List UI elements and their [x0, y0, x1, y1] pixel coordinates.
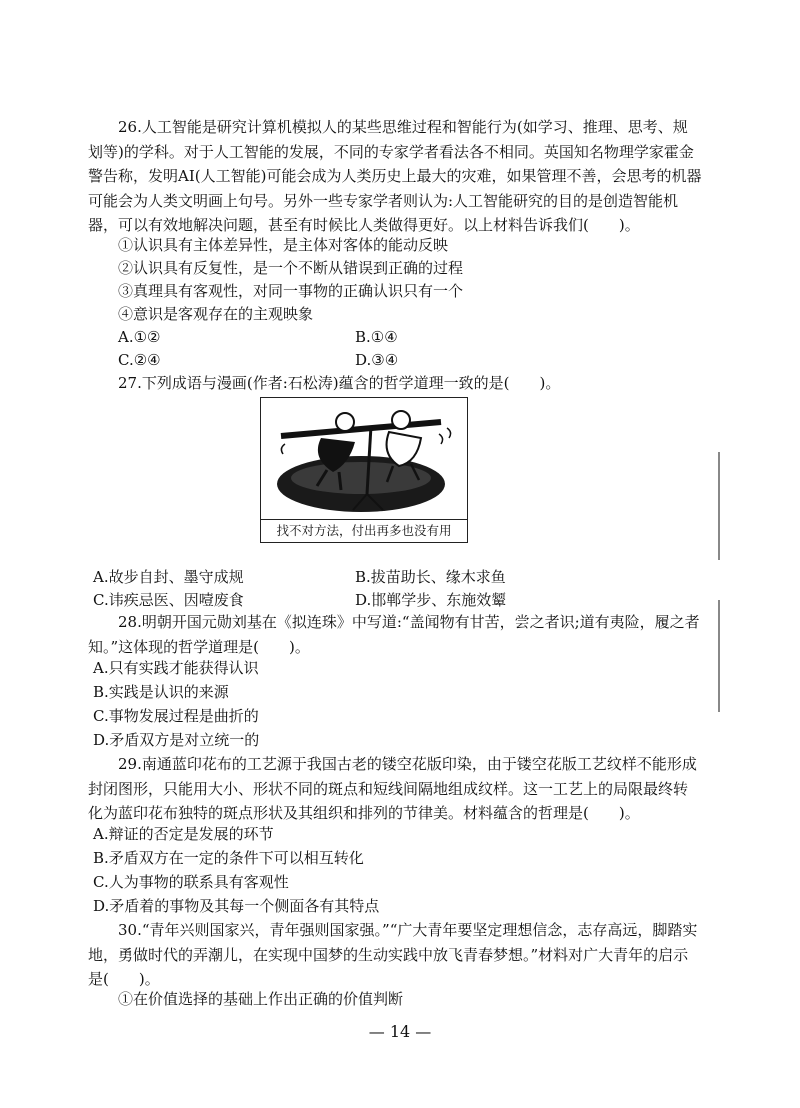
q30-stem: 30.“青年兴则国家兴，青年强则国家强。”“广大青年要坚定理想信念，志存高远，脚踏实地，勇做时代的弄潮儿，在实现中国梦的生动实践中放飞青春梦想。”材料对广大青年的启示是( )。 [88, 921, 698, 988]
q28-option-c: C.事物发展过程是曲折的 [93, 707, 259, 725]
q29-stem: 29.南通蓝印花布的工艺源于我国古老的镂空花版印染，由于镂空花版工艺纹样不能形成封闭图形，只能用大小、形状不同的斑点和短线间隔地组成纹样。这一工艺上的局限最终转化为蓝印花布独特的斑点形状及其组织和排列的节律美。材料蕴含的哲理是( )。 [88, 755, 697, 822]
q26-option-b: B.①④ [355, 328, 398, 346]
q28-option-b: B.实践是认识的来源 [93, 683, 229, 701]
cartoon-figure [260, 397, 468, 543]
q28-option-a: A.只有实践才能获得认识 [93, 659, 259, 677]
cartoon-caption: 找不对方法，付出再多也没有用 [261, 519, 467, 542]
q28-option-d: D.矛盾双方是对立统一的 [93, 731, 260, 749]
q26-stem: 26.人工智能是研究计算机模拟人的某些思维过程和智能行为(如学习、推理、思考、规划等)的学科。对于人工智能的发展，不同的专家学者看法各不相同。英国知名物理学家霍金警告称，发明AI(人工智能)可能会成为人类历史上最大的灾难，如果管理不善，会思考的机器可能会为人类文明画上句号。另外一些专家学者则认为:人工智能研究的目的是创造智能机器，可以有效地解决问题，甚至有时候比人类做得更好。以上材料告诉我们( )。 [88, 118, 702, 234]
q26-option-a: A.①② [118, 328, 161, 346]
page-number: — 14 — [368, 1022, 432, 1041]
q27-option-c: C.讳疾忌医、因噎废食 [93, 591, 244, 609]
q27-option-d: D.邯郸学步、东施效颦 [355, 591, 507, 609]
q29-option-d: D.矛盾着的事物及其每一个侧面各有其特点 [93, 897, 380, 915]
q27-option-b: B.拔苗助长、缘木求鱼 [355, 568, 506, 586]
q29-option-c: C.人为事物的联系具有客观性 [93, 873, 289, 891]
scan-edge-line [718, 452, 720, 560]
q27-option-a: A.故步自封、墨守成规 [93, 568, 244, 586]
cartoon-drawing [261, 398, 467, 520]
q26-item-2: ②认识具有反复性，是一个不断从错误到正确的过程 [118, 259, 464, 277]
q30-item-1: ①在价值选择的基础上作出正确的价值判断 [118, 990, 404, 1008]
scan-edge-line [718, 600, 720, 712]
q28-stem: 28.明朝开国元勋刘基在《拟连珠》中写道:“盖闻物有甘苦，尝之者识;道有夷险，履之者知。”这体现的哲学道理是( )。 [88, 613, 700, 656]
q26-item-3: ③真理具有客观性，对同一事物的正确认识只有一个 [118, 282, 464, 300]
q26-item-1: ①认识具有主体差异性，是主体对客体的能动反映 [118, 236, 449, 254]
q29-option-b: B.矛盾双方在一定的条件下可以相互转化 [93, 849, 364, 867]
q27-stem: 27.下列成语与漫画(作者:石松涛)蕴含的哲学道理一致的是( )。 [118, 374, 561, 392]
q26-option-c: C.②④ [118, 351, 161, 369]
q29-option-a: A.辩证的否定是发展的环节 [93, 825, 274, 843]
q26-item-4: ④意识是客观存在的主观映象 [118, 305, 314, 323]
q26-option-d: D.③④ [355, 351, 399, 369]
